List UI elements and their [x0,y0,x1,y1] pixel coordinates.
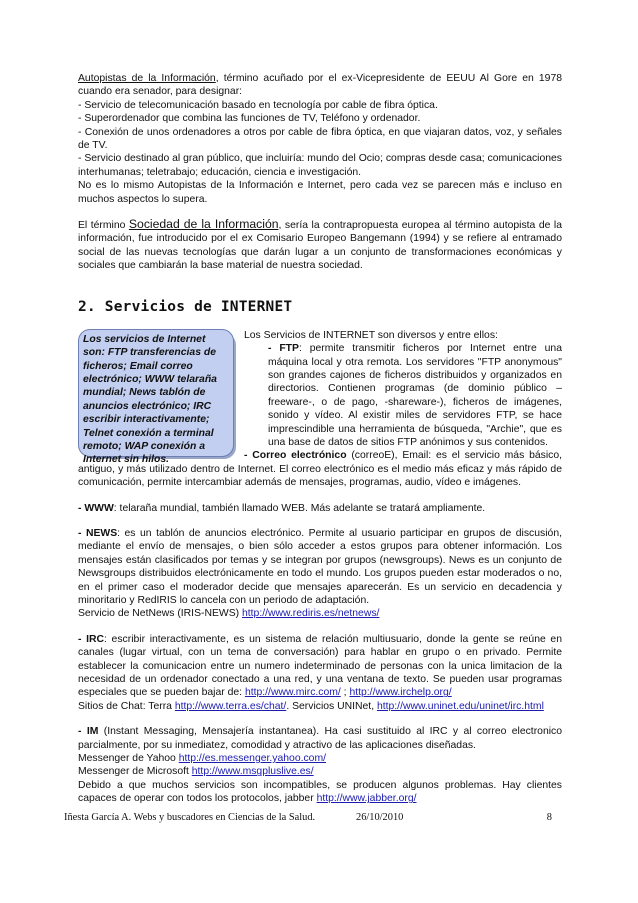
news-link[interactable]: http://www.rediris.es/netnews/ [241,608,380,620]
irc-label: - IRC [78,633,105,645]
autopistas-item-4: - Servicio destinado al gran público, que incluiría: mundo del Ocio; compras desde casa; comunicaciones interhumanas; teletrabajo; educación, ciencia e investigación. [78,153,563,178]
im-label: - IM [78,726,99,738]
www-paragraph [78,502,562,515]
services-text [244,329,562,450]
chat-sites-line [78,700,562,713]
autopistas-term: Autopistas de la Información [78,73,216,84]
sociedad-term: Sociedad de la Información [128,217,279,232]
irc-separator: ; [340,687,350,699]
ftp-text: : permite transmitir ficheros por Internet entre una máquina local y otra remota. Los servidores "FTP anonymous" son grandes cajones de ficheros distribuidos y organizados en directorios. Contienen programas (de dominio público – freeware-, o de pago, -shareware-), ficheros de imágenes, sonido y vídeo. Al existir miles de servidores FTP, se hace imprescindible una herramienta de búsqueda, "Archie", que es una base de datos de sitios FTP anónimos y sus contenidos. [268,343,562,448]
irchelp-link[interactable]: http://www.irchelp.org/ [349,687,452,699]
autopistas-item-1: - Servicio de telecomunicación basado en tecnología por cable de fibra óptica. [78,99,438,111]
mirc-link[interactable]: http://www.mirc.com/ [244,687,341,699]
autopistas-closing: No es lo mismo Autopistas de la Información e Internet, pero cada vez se parecen más e incluso en muchos aspectos lo supera. [78,180,562,205]
uninet-irc-link[interactable]: http://www.uninet.edu/uninet/irc.html [376,700,544,712]
terra-chat-link[interactable]: http://www.terra.es/chat/ [174,700,287,712]
autopistas-paragraph [78,72,562,99]
irc-text: : escribir interactivamente, es un sistema de relación multiusuario, donde la gente se reúne en canales (lugar virtual, con un tema de conversación) para hablar en grupo o en privado. Permite establecer la comunicacion entre un numero indeterminado de personas con la unica limitacion de la necesidad de un ordenador conectado a una red, y una ventana de texto. Se pueden usar programas especiales que se pueden bajar de: [78,633,562,699]
chat-mid: . Servicios UNINet, [286,700,377,712]
news-paragraph [78,527,562,607]
microsoft-line [78,765,562,778]
sociedad-paragraph [78,218,562,273]
autopistas-item-2: - Superordenador que combina las funciones de TV, Teléfono y ordenador. [78,113,421,125]
im-closing [78,779,562,806]
yahoo-line [78,752,562,765]
sociedad-text: , sería la contrapropuesta europea al término autopista de la información, fue introducido por el ex Comisario Europeo Bangemann (1994) y se refiere al entramado social de las nuevas tecnologías que darán lugar a un conjunto de transformaciones económicas y sociales que cambiarán la base material de nuestra sociedad. [78,220,562,272]
email-text: (correoE), Email: es el servicio más básico, antiguo, y más utilizado dentro de Internet. El correo electrónico es el medio más eficaz y más rápido de comunicación, permite intercambiar además de mensajes, programas, audio, vídeo e imágenes. [78,450,562,489]
services-intro: Los Servicios de INTERNET son diversos y entre ellos: [244,329,498,341]
irc-paragraph [78,633,562,700]
page-content [78,72,562,806]
news-label: - NEWS [78,527,118,539]
sidebar-callout [78,329,236,466]
ftp-label: - FTP [268,343,299,355]
news-service-label: Servicio de NetNews (IRIS-NEWS) [78,608,242,620]
im-closing-text: Debido a que muchos servicios son incompatibles, se producen algunos problemas. Hay clientes capaces de operar con todos los protocolos, jabber [78,779,562,805]
im-paragraph [78,725,562,752]
footer-author: Iñesta García A. Webs y buscadores en Ciencias de la Salud. [64,812,316,823]
autopistas-line1: , término acuñado por el ex-Vicepresidente de EEUU Al Gore en 1978 cuando era senador, para designar: [78,73,563,98]
www-text: : telaraña mundial, también llamado WEB. Más adelante se tratará ampliamente. [113,502,486,514]
sidebar-text: Los servicios de Internet son: FTP transferencias de ficheros; Email correo electrónico; WWW telaraña mundial; News tablón de anuncios electrónico; IRC escribir interactivamente; Telnet conexión a terminal remoto; WAP conexión a Internet sin hilos. [78,329,234,457]
autopistas-item-3: - Conexión de unos ordenadores a otros por cable de fibra óptica, en que viajaran datos, voz, y señales de TV. [78,126,562,152]
ftp-paragraph [244,342,562,449]
news-text: : es un tablón de anuncios electrónico. Permite al usuario participar en grupos de discusión, mediante el envío de mensajes, o bien sólo acceder a estos grupos para obtener información. Los mensajes están clasificados por temas y se integran por grupos (newsgroups). News es un conjunto de Newsgroups distribuidos electrónicamente en todo el mundo. Los grupos pueden estar moderados o no, en el primer caso el moderador decide que mensajes aparecerán. Es un servicio en decadencia y minoritario y RedIRIS lo cancela con un periodo de adaptación. [78,527,562,606]
microsoft-pre: Messenger de Microsoft [78,766,192,778]
im-text: (Instant Messaging, Mensajería instantanea). Ha casi sustituido al IRC y al correo electronico parcialmente, por su inmediatez, comodidad y atractivo de las aplicaciones diseñadas. [78,726,562,751]
section-heading: 2. Servicios de INTERNET [78,298,293,315]
page-number: 8 [546,812,552,823]
email-label: - Correo electrónico [244,450,347,462]
jabber-link[interactable]: http://www.jabber.org/ [316,793,417,805]
chat-pre: Sitios de Chat: Terra [78,700,175,712]
yahoo-messenger-link[interactable]: http://es.messenger.yahoo.com/ [178,753,326,765]
yahoo-pre: Messenger de Yahoo [78,753,179,765]
services-block [78,329,562,490]
news-service-line [78,607,562,620]
sociedad-pre: El término [78,220,129,232]
footer-date: 26/10/2010 [356,812,404,823]
msgpluslive-link[interactable]: http://www.msgpluslive.es/ [191,766,314,778]
www-label: - WWW [78,502,114,514]
